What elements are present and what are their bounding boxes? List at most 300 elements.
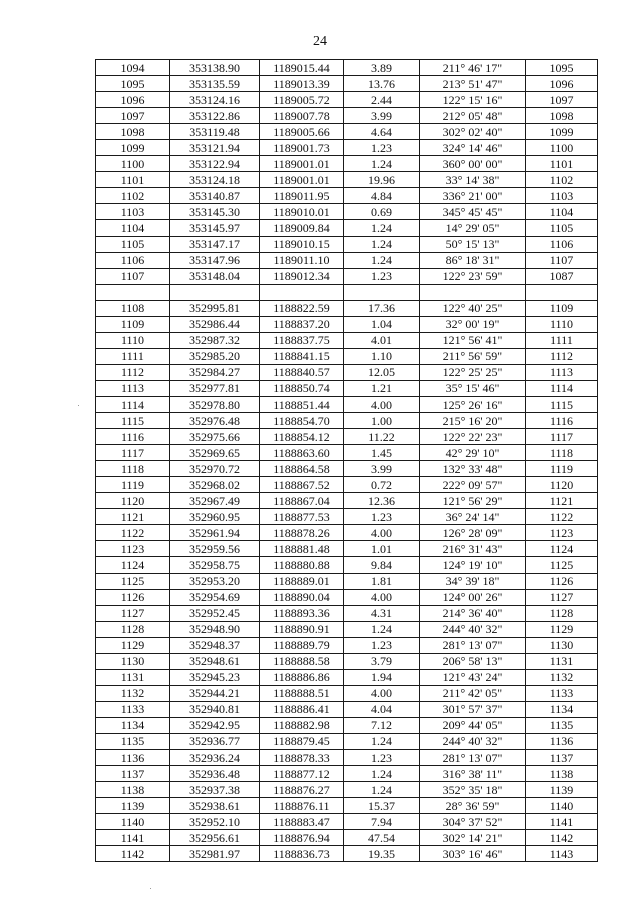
- point-to-cell: 1135: [526, 717, 598, 733]
- y-coordinate-cell: 1188890.04: [260, 589, 344, 605]
- point-to-cell: 1106: [526, 236, 598, 252]
- y-coordinate-cell: 1188878.33: [260, 750, 344, 766]
- x-coordinate-cell: 353124.18: [170, 172, 260, 188]
- point-from-cell: 1130: [96, 653, 170, 669]
- table-row: [96, 846, 598, 862]
- x-coordinate-cell: 353121.94: [170, 140, 260, 156]
- distance-cell: 1.00: [344, 413, 420, 429]
- y-coordinate-cell: 1188840.57: [260, 364, 344, 380]
- x-coordinate-cell: 352975.66: [170, 429, 260, 445]
- table-row: [96, 814, 598, 830]
- point-from-cell: 1099: [96, 140, 170, 156]
- x-coordinate-cell: 352936.77: [170, 733, 260, 749]
- distance-cell: 4.01: [344, 332, 420, 348]
- x-coordinate-cell: 352977.81: [170, 380, 260, 396]
- x-coordinate-cell: 353147.96: [170, 252, 260, 268]
- point-from-cell: 1112: [96, 364, 170, 380]
- y-coordinate-cell: 1188881.48: [260, 541, 344, 557]
- coordinates-table: [95, 59, 598, 862]
- point-to-cell: 1115: [526, 396, 598, 412]
- y-coordinate-cell: 1188889.79: [260, 637, 344, 653]
- y-coordinate-cell: 1189007.78: [260, 108, 344, 124]
- table-row: [96, 92, 598, 108]
- point-to-cell: 1110: [526, 316, 598, 332]
- table-row: [96, 445, 598, 461]
- point-from-cell: 1118: [96, 461, 170, 477]
- y-coordinate-cell: 1188876.27: [260, 782, 344, 798]
- direction-angle-cell: 126° 28' 09": [420, 525, 526, 541]
- distance-cell: 1.94: [344, 669, 420, 685]
- table-row: [96, 108, 598, 124]
- y-coordinate-cell: 1189011.95: [260, 188, 344, 204]
- direction-angle-cell: 121° 56' 41": [420, 332, 526, 348]
- direction-angle-cell: 216° 31' 43": [420, 541, 526, 557]
- y-coordinate-cell: 1188851.44: [260, 396, 344, 412]
- distance-cell: 4.00: [344, 525, 420, 541]
- point-from-cell: 1136: [96, 750, 170, 766]
- point-from-cell: 1115: [96, 413, 170, 429]
- table-row: [96, 477, 598, 493]
- y-coordinate-cell: 1189001.73: [260, 140, 344, 156]
- distance-cell: 11.22: [344, 429, 420, 445]
- y-coordinate-cell: 1188888.58: [260, 653, 344, 669]
- y-coordinate-cell: 1188822.59: [260, 300, 344, 316]
- y-coordinate-cell: 1188876.94: [260, 830, 344, 846]
- point-to-cell: 1127: [526, 589, 598, 605]
- point-from-cell: 1133: [96, 701, 170, 717]
- y-coordinate-cell: 1188879.45: [260, 733, 344, 749]
- y-coordinate-cell: 1188850.74: [260, 380, 344, 396]
- point-from-cell: 1103: [96, 204, 170, 220]
- table-row: [96, 364, 598, 380]
- y-coordinate-cell: 1189013.39: [260, 76, 344, 92]
- x-coordinate-cell: 352985.20: [170, 348, 260, 364]
- direction-angle-cell: 28° 36' 59": [420, 798, 526, 814]
- point-from-cell: 1127: [96, 605, 170, 621]
- direction-angle-cell: 42° 29' 10": [420, 445, 526, 461]
- x-coordinate-cell: 353148.04: [170, 268, 260, 284]
- point-from-cell: 1121: [96, 509, 170, 525]
- point-to-cell: 1112: [526, 348, 598, 364]
- table-row: [96, 573, 598, 589]
- direction-angle-cell: 122° 40' 25": [420, 300, 526, 316]
- direction-angle-cell: 215° 16' 20": [420, 413, 526, 429]
- point-from-cell: 1132: [96, 685, 170, 701]
- point-to-cell: 1134: [526, 701, 598, 717]
- x-coordinate-cell: 352970.72: [170, 461, 260, 477]
- distance-cell: 13.76: [344, 76, 420, 92]
- distance-cell: 1.23: [344, 509, 420, 525]
- x-coordinate-cell: 352948.37: [170, 637, 260, 653]
- direction-angle-cell: 32° 00' 19": [420, 316, 526, 332]
- distance-cell: 0.72: [344, 477, 420, 493]
- y-coordinate-cell: 1189010.01: [260, 204, 344, 220]
- direction-angle-cell: 211° 56' 59": [420, 348, 526, 364]
- point-from-cell: 1102: [96, 188, 170, 204]
- point-to-cell: 1102: [526, 172, 598, 188]
- y-coordinate-cell: 1189005.72: [260, 92, 344, 108]
- y-coordinate-cell: 1188876.11: [260, 798, 344, 814]
- point-from-cell: 1096: [96, 92, 170, 108]
- x-coordinate-cell: 352959.56: [170, 541, 260, 557]
- point-to-cell: 1120: [526, 477, 598, 493]
- direction-angle-cell: 212° 05' 48": [420, 108, 526, 124]
- point-to-cell: 1096: [526, 76, 598, 92]
- distance-cell: 1.23: [344, 750, 420, 766]
- point-to-cell: 1131: [526, 653, 598, 669]
- direction-angle-cell: 345° 45' 45": [420, 204, 526, 220]
- point-to-cell: 1126: [526, 573, 598, 589]
- point-from-cell: 1135: [96, 733, 170, 749]
- direction-angle-cell: 35° 15' 46": [420, 380, 526, 396]
- point-to-cell: 1087: [526, 268, 598, 284]
- distance-cell: 3.99: [344, 108, 420, 124]
- point-to-cell: 1107: [526, 252, 598, 268]
- point-from-cell: 1122: [96, 525, 170, 541]
- point-to-cell: 1132: [526, 669, 598, 685]
- direction-angle-cell: 211° 42' 05": [420, 685, 526, 701]
- distance-cell: 1.24: [344, 766, 420, 782]
- point-from-cell: 1139: [96, 798, 170, 814]
- direction-angle-cell: 132° 33' 48": [420, 461, 526, 477]
- distance-cell: 1.10: [344, 348, 420, 364]
- y-coordinate-cell: 1188854.12: [260, 429, 344, 445]
- direction-angle-cell: 122° 25' 25": [420, 364, 526, 380]
- distance-cell: 3.89: [344, 60, 420, 76]
- distance-cell: 4.84: [344, 188, 420, 204]
- point-from-cell: 1100: [96, 156, 170, 172]
- point-from-cell: 1125: [96, 573, 170, 589]
- y-coordinate-cell: 1189010.15: [260, 236, 344, 252]
- distance-cell: 3.99: [344, 461, 420, 477]
- y-coordinate-cell: 1189001.01: [260, 172, 344, 188]
- point-from-cell: 1119: [96, 477, 170, 493]
- x-coordinate-cell: 352995.81: [170, 300, 260, 316]
- x-coordinate-cell: 352940.81: [170, 701, 260, 717]
- point-to-cell: 1133: [526, 685, 598, 701]
- point-to-cell: 1124: [526, 541, 598, 557]
- distance-cell: 12.05: [344, 364, 420, 380]
- table-row: [96, 380, 598, 396]
- x-coordinate-cell: 352954.69: [170, 589, 260, 605]
- table-row: [96, 60, 598, 76]
- empty-cell: [170, 284, 260, 300]
- direction-angle-cell: 303° 16' 46": [420, 846, 526, 862]
- table-row: [96, 252, 598, 268]
- point-from-cell: 1131: [96, 669, 170, 685]
- point-from-cell: 1109: [96, 316, 170, 332]
- direction-angle-cell: 211° 46' 17": [420, 60, 526, 76]
- y-coordinate-cell: 1188890.91: [260, 621, 344, 637]
- table-row: [96, 637, 598, 653]
- table-row: [96, 236, 598, 252]
- empty-cell: [260, 284, 344, 300]
- distance-cell: 0.69: [344, 204, 420, 220]
- point-to-cell: 1099: [526, 124, 598, 140]
- point-from-cell: 1142: [96, 846, 170, 862]
- x-coordinate-cell: 352960.95: [170, 509, 260, 525]
- table-row: [96, 268, 598, 284]
- distance-cell: 47.54: [344, 830, 420, 846]
- table-row: [96, 316, 598, 332]
- x-coordinate-cell: 353119.48: [170, 124, 260, 140]
- point-to-cell: 1117: [526, 429, 598, 445]
- x-coordinate-cell: 353124.16: [170, 92, 260, 108]
- y-coordinate-cell: 1188878.26: [260, 525, 344, 541]
- table-row: [96, 766, 598, 782]
- x-coordinate-cell: 353145.30: [170, 204, 260, 220]
- x-coordinate-cell: 352936.24: [170, 750, 260, 766]
- y-coordinate-cell: 1189011.10: [260, 252, 344, 268]
- point-to-cell: 1109: [526, 300, 598, 316]
- y-coordinate-cell: 1188882.98: [260, 717, 344, 733]
- y-coordinate-cell: 1189005.66: [260, 124, 344, 140]
- x-coordinate-cell: 352976.48: [170, 413, 260, 429]
- x-coordinate-cell: 353122.94: [170, 156, 260, 172]
- direction-angle-cell: 213° 51' 47": [420, 76, 526, 92]
- direction-angle-cell: 244° 40' 32": [420, 621, 526, 637]
- table-row: [96, 733, 598, 749]
- x-coordinate-cell: 352948.90: [170, 621, 260, 637]
- direction-angle-cell: 324° 14' 46": [420, 140, 526, 156]
- x-coordinate-cell: 352952.45: [170, 605, 260, 621]
- distance-cell: 1.23: [344, 637, 420, 653]
- point-to-cell: 1113: [526, 364, 598, 380]
- distance-cell: 1.24: [344, 733, 420, 749]
- table-row: [96, 300, 598, 316]
- table-row: [96, 220, 598, 236]
- direction-angle-cell: 304° 37' 52": [420, 814, 526, 830]
- table-row: [96, 798, 598, 814]
- point-from-cell: 1134: [96, 717, 170, 733]
- y-coordinate-cell: 1188836.73: [260, 846, 344, 862]
- point-from-cell: 1137: [96, 766, 170, 782]
- table-row: [96, 717, 598, 733]
- direction-angle-cell: 281° 13' 07": [420, 750, 526, 766]
- direction-angle-cell: 122° 15' 16": [420, 92, 526, 108]
- table-row: [96, 621, 598, 637]
- point-from-cell: 1110: [96, 332, 170, 348]
- point-to-cell: 1105: [526, 220, 598, 236]
- y-coordinate-cell: 1189009.84: [260, 220, 344, 236]
- y-coordinate-cell: 1189001.01: [260, 156, 344, 172]
- distance-cell: 1.21: [344, 380, 420, 396]
- distance-cell: 1.23: [344, 140, 420, 156]
- point-to-cell: 1103: [526, 188, 598, 204]
- point-from-cell: 1111: [96, 348, 170, 364]
- y-coordinate-cell: 1188841.15: [260, 348, 344, 364]
- x-coordinate-cell: 353147.17: [170, 236, 260, 252]
- distance-cell: 1.24: [344, 621, 420, 637]
- x-coordinate-cell: 352952.10: [170, 814, 260, 830]
- y-coordinate-cell: 1188837.20: [260, 316, 344, 332]
- direction-angle-cell: 122° 22' 23": [420, 429, 526, 445]
- x-coordinate-cell: 352948.61: [170, 653, 260, 669]
- y-coordinate-cell: 1188877.12: [260, 766, 344, 782]
- table-row: [96, 653, 598, 669]
- point-to-cell: 1141: [526, 814, 598, 830]
- point-to-cell: 1140: [526, 798, 598, 814]
- point-from-cell: 1101: [96, 172, 170, 188]
- distance-cell: 17.36: [344, 300, 420, 316]
- table-row: [96, 172, 598, 188]
- table-row: [96, 701, 598, 717]
- table-row: [96, 140, 598, 156]
- distance-cell: 1.24: [344, 252, 420, 268]
- point-to-cell: 1100: [526, 140, 598, 156]
- distance-cell: 1.45: [344, 445, 420, 461]
- point-from-cell: 1097: [96, 108, 170, 124]
- empty-cell: [420, 284, 526, 300]
- direction-angle-cell: 125° 26' 16": [420, 396, 526, 412]
- distance-cell: 1.24: [344, 220, 420, 236]
- y-coordinate-cell: 1188863.60: [260, 445, 344, 461]
- y-coordinate-cell: 1188880.88: [260, 557, 344, 573]
- point-to-cell: 1138: [526, 766, 598, 782]
- table-row: [96, 750, 598, 766]
- table-row: [96, 348, 598, 364]
- scan-speck: [150, 888, 151, 889]
- x-coordinate-cell: 352936.48: [170, 766, 260, 782]
- distance-cell: 1.24: [344, 782, 420, 798]
- distance-cell: 15.37: [344, 798, 420, 814]
- table-row: [96, 782, 598, 798]
- point-to-cell: 1125: [526, 557, 598, 573]
- direction-angle-cell: 122° 23' 59": [420, 268, 526, 284]
- distance-cell: 7.94: [344, 814, 420, 830]
- point-to-cell: 1104: [526, 204, 598, 220]
- y-coordinate-cell: 1188886.86: [260, 669, 344, 685]
- table-row: [96, 76, 598, 92]
- empty-cell: [344, 284, 420, 300]
- direction-angle-cell: 124° 19' 10": [420, 557, 526, 573]
- x-coordinate-cell: 352981.97: [170, 846, 260, 862]
- x-coordinate-cell: 353135.59: [170, 76, 260, 92]
- x-coordinate-cell: 352978.80: [170, 396, 260, 412]
- point-to-cell: 1098: [526, 108, 598, 124]
- point-to-cell: 1136: [526, 733, 598, 749]
- distance-cell: 9.84: [344, 557, 420, 573]
- table-row: [96, 156, 598, 172]
- direction-angle-cell: 302° 14' 21": [420, 830, 526, 846]
- y-coordinate-cell: 1189012.34: [260, 268, 344, 284]
- point-from-cell: 1094: [96, 60, 170, 76]
- distance-cell: 7.12: [344, 717, 420, 733]
- y-coordinate-cell: 1188867.52: [260, 477, 344, 493]
- direction-angle-cell: 36° 24' 14": [420, 509, 526, 525]
- direction-angle-cell: 34° 39' 18": [420, 573, 526, 589]
- point-to-cell: 1130: [526, 637, 598, 653]
- x-coordinate-cell: 352958.75: [170, 557, 260, 573]
- table-row: [96, 509, 598, 525]
- blank-separator-row: [96, 284, 598, 300]
- point-from-cell: 1116: [96, 429, 170, 445]
- point-to-cell: 1119: [526, 461, 598, 477]
- point-to-cell: 1123: [526, 525, 598, 541]
- point-to-cell: 1128: [526, 605, 598, 621]
- table-row: [96, 685, 598, 701]
- point-to-cell: 1111: [526, 332, 598, 348]
- x-coordinate-cell: 352945.23: [170, 669, 260, 685]
- x-coordinate-cell: 352956.61: [170, 830, 260, 846]
- y-coordinate-cell: 1188837.75: [260, 332, 344, 348]
- distance-cell: 4.00: [344, 685, 420, 701]
- distance-cell: 4.00: [344, 396, 420, 412]
- direction-angle-cell: 121° 56' 29": [420, 493, 526, 509]
- direction-angle-cell: 214° 36' 40": [420, 605, 526, 621]
- y-coordinate-cell: 1188886.41: [260, 701, 344, 717]
- distance-cell: 1.81: [344, 573, 420, 589]
- point-from-cell: 1123: [96, 541, 170, 557]
- table-row: [96, 605, 598, 621]
- table-row: [96, 669, 598, 685]
- point-to-cell: 1095: [526, 60, 598, 76]
- direction-angle-cell: 222° 09' 57": [420, 477, 526, 493]
- x-coordinate-cell: 352944.21: [170, 685, 260, 701]
- point-to-cell: 1114: [526, 380, 598, 396]
- table-row: [96, 461, 598, 477]
- x-coordinate-cell: 352984.27: [170, 364, 260, 380]
- direction-angle-cell: 50° 15' 13": [420, 236, 526, 252]
- point-from-cell: 1105: [96, 236, 170, 252]
- x-coordinate-cell: 352967.49: [170, 493, 260, 509]
- direction-angle-cell: 301° 57' 37": [420, 701, 526, 717]
- point-from-cell: 1126: [96, 589, 170, 605]
- point-to-cell: 1097: [526, 92, 598, 108]
- point-from-cell: 1117: [96, 445, 170, 461]
- point-from-cell: 1098: [96, 124, 170, 140]
- point-from-cell: 1120: [96, 493, 170, 509]
- direction-angle-cell: 281° 13' 07": [420, 637, 526, 653]
- point-from-cell: 1113: [96, 380, 170, 396]
- point-to-cell: 1129: [526, 621, 598, 637]
- y-coordinate-cell: 1188889.01: [260, 573, 344, 589]
- table-row: [96, 541, 598, 557]
- x-coordinate-cell: 353122.86: [170, 108, 260, 124]
- distance-cell: 4.31: [344, 605, 420, 621]
- point-to-cell: 1139: [526, 782, 598, 798]
- table-row: [96, 589, 598, 605]
- table-row: [96, 188, 598, 204]
- distance-cell: 12.36: [344, 493, 420, 509]
- point-from-cell: 1106: [96, 252, 170, 268]
- table-row: [96, 493, 598, 509]
- y-coordinate-cell: 1188883.47: [260, 814, 344, 830]
- point-from-cell: 1095: [96, 76, 170, 92]
- point-to-cell: 1122: [526, 509, 598, 525]
- y-coordinate-cell: 1189015.44: [260, 60, 344, 76]
- table-row: [96, 557, 598, 573]
- x-coordinate-cell: 352987.32: [170, 332, 260, 348]
- empty-cell: [96, 284, 170, 300]
- table-row: [96, 396, 598, 412]
- y-coordinate-cell: 1188893.36: [260, 605, 344, 621]
- y-coordinate-cell: 1188867.04: [260, 493, 344, 509]
- point-to-cell: 1121: [526, 493, 598, 509]
- direction-angle-cell: 360° 00' 00": [420, 156, 526, 172]
- distance-cell: 4.64: [344, 124, 420, 140]
- table-row: [96, 413, 598, 429]
- point-to-cell: 1137: [526, 750, 598, 766]
- y-coordinate-cell: 1188854.70: [260, 413, 344, 429]
- distance-cell: 4.04: [344, 701, 420, 717]
- x-coordinate-cell: 352968.02: [170, 477, 260, 493]
- point-to-cell: 1101: [526, 156, 598, 172]
- distance-cell: 2.44: [344, 92, 420, 108]
- x-coordinate-cell: 352969.65: [170, 445, 260, 461]
- table-row: [96, 525, 598, 541]
- distance-cell: 1.04: [344, 316, 420, 332]
